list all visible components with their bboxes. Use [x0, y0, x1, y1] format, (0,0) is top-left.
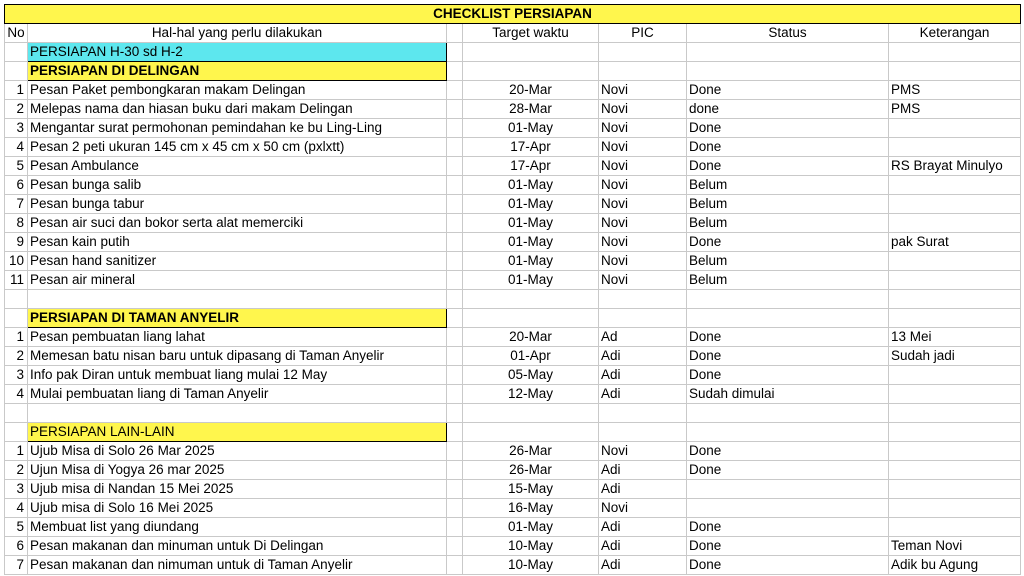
- note-cell[interactable]: [889, 366, 1021, 385]
- table-row: [5, 233, 1021, 252]
- empty-cell[interactable]: [447, 176, 463, 195]
- pic-cell[interactable]: Adi: [599, 480, 687, 499]
- task-cell[interactable]: Ujun Misa di Yogya 26 mar 2025: [28, 461, 447, 480]
- target-cell[interactable]: 05-May: [463, 366, 599, 385]
- table-row: [5, 100, 1021, 119]
- note-cell[interactable]: Adik bu Agung: [889, 556, 1021, 575]
- target-cell[interactable]: 01-May: [463, 195, 599, 214]
- empty-cell[interactable]: [463, 309, 599, 328]
- section-title[interactable]: PERSIAPAN LAIN-LAIN: [28, 423, 447, 442]
- empty-cell[interactable]: [447, 461, 463, 480]
- target-cell[interactable]: 28-Mar: [463, 100, 599, 119]
- empty-cell[interactable]: [687, 62, 889, 81]
- status-cell[interactable]: Sudah dimulai: [687, 385, 889, 404]
- table-row: [5, 480, 1021, 499]
- status-cell[interactable]: [687, 480, 889, 499]
- section-row: [5, 423, 1021, 442]
- empty-cell[interactable]: [599, 62, 687, 81]
- spacer-row: [5, 290, 1021, 309]
- pic-cell[interactable]: Adi: [599, 518, 687, 537]
- table-row: [5, 499, 1021, 518]
- pic-cell[interactable]: Novi: [599, 81, 687, 100]
- empty-cell[interactable]: [5, 62, 28, 81]
- target-cell[interactable]: 01-May: [463, 271, 599, 290]
- main-section-title[interactable]: PERSIAPAN H-30 sd H-2: [28, 43, 447, 62]
- note-cell[interactable]: [889, 195, 1021, 214]
- note-cell[interactable]: PMS: [889, 100, 1021, 119]
- empty-cell[interactable]: [889, 309, 1021, 328]
- table-row: [5, 537, 1021, 556]
- status-cell[interactable]: Done: [687, 518, 889, 537]
- empty-cell[interactable]: [447, 518, 463, 537]
- empty-cell[interactable]: [447, 290, 463, 309]
- section-title[interactable]: PERSIAPAN DI TAMAN ANYELIR: [28, 309, 447, 328]
- empty-cell[interactable]: [463, 290, 599, 309]
- header-task[interactable]: Hal-hal yang perlu dilakukan: [28, 24, 447, 43]
- status-cell[interactable]: Belum: [687, 214, 889, 233]
- row-number[interactable]: 7: [5, 556, 28, 575]
- target-cell[interactable]: 01-May: [463, 233, 599, 252]
- empty-cell[interactable]: [889, 43, 1021, 62]
- status-cell[interactable]: Done: [687, 366, 889, 385]
- status-cell[interactable]: Done: [687, 81, 889, 100]
- task-cell[interactable]: Ujub Misa di Solo 26 Mar 2025: [28, 442, 447, 461]
- pic-cell[interactable]: Novi: [599, 252, 687, 271]
- empty-cell[interactable]: [447, 556, 463, 575]
- table-row: [5, 157, 1021, 176]
- pic-cell[interactable]: Novi: [599, 195, 687, 214]
- empty-cell[interactable]: [687, 423, 889, 442]
- empty-cell[interactable]: [447, 442, 463, 461]
- target-cell[interactable]: 16-May: [463, 499, 599, 518]
- task-cell[interactable]: Ujub misa di Nandan 15 Mei 2025: [28, 480, 447, 499]
- table-row: [5, 176, 1021, 195]
- header-status[interactable]: Status: [687, 24, 889, 43]
- status-cell[interactable]: Done: [687, 233, 889, 252]
- row-number[interactable]: 11: [5, 271, 28, 290]
- main-section-row: [5, 43, 1021, 62]
- pic-cell[interactable]: Novi: [599, 119, 687, 138]
- empty-cell[interactable]: [5, 43, 28, 62]
- task-cell[interactable]: Mengantar surat permohonan pemindahan ke bu Ling-Ling: [28, 119, 447, 138]
- task-cell[interactable]: Pesan bunga tabur: [28, 195, 447, 214]
- row-number[interactable]: 10: [5, 252, 28, 271]
- empty-cell[interactable]: [447, 138, 463, 157]
- row-number[interactable]: 2: [5, 100, 28, 119]
- note-cell[interactable]: [889, 214, 1021, 233]
- target-cell[interactable]: 10-May: [463, 537, 599, 556]
- row-number[interactable]: 4: [5, 499, 28, 518]
- table-row: [5, 556, 1021, 575]
- empty-cell[interactable]: [447, 252, 463, 271]
- empty-cell[interactable]: [28, 404, 447, 423]
- header-row: [5, 24, 1021, 43]
- section-row: [5, 309, 1021, 328]
- empty-cell[interactable]: [889, 62, 1021, 81]
- target-cell[interactable]: 26-Mar: [463, 461, 599, 480]
- note-cell[interactable]: Teman Novi: [889, 537, 1021, 556]
- empty-cell[interactable]: [447, 537, 463, 556]
- pic-cell[interactable]: Ad: [599, 328, 687, 347]
- empty-cell[interactable]: [447, 233, 463, 252]
- note-cell[interactable]: PMS: [889, 81, 1021, 100]
- status-cell[interactable]: Done: [687, 138, 889, 157]
- note-cell[interactable]: [889, 119, 1021, 138]
- status-cell[interactable]: [687, 499, 889, 518]
- pic-cell[interactable]: Novi: [599, 271, 687, 290]
- empty-cell[interactable]: [447, 404, 463, 423]
- task-cell[interactable]: Membuat list yang diundang: [28, 518, 447, 537]
- note-cell[interactable]: RS Brayat Minulyo: [889, 157, 1021, 176]
- empty-cell[interactable]: [447, 499, 463, 518]
- row-number[interactable]: 9: [5, 233, 28, 252]
- pic-cell[interactable]: Adi: [599, 385, 687, 404]
- pic-cell[interactable]: Novi: [599, 442, 687, 461]
- row-number[interactable]: 2: [5, 347, 28, 366]
- target-cell[interactable]: 10-May: [463, 556, 599, 575]
- status-cell[interactable]: Done: [687, 157, 889, 176]
- task-cell[interactable]: Pesan 2 peti ukuran 145 cm x 45 cm x 50 cm (pxlxtt): [28, 138, 447, 157]
- status-cell[interactable]: Done: [687, 537, 889, 556]
- note-cell[interactable]: [889, 271, 1021, 290]
- empty-cell[interactable]: [599, 309, 687, 328]
- empty-cell[interactable]: [687, 43, 889, 62]
- table-row: [5, 366, 1021, 385]
- row-number[interactable]: 2: [5, 461, 28, 480]
- pic-cell[interactable]: Adi: [599, 366, 687, 385]
- task-cell[interactable]: Pesan Ambulance: [28, 157, 447, 176]
- checklist-table: [4, 4, 1021, 575]
- note-cell[interactable]: [889, 461, 1021, 480]
- empty-cell[interactable]: [447, 81, 463, 100]
- empty-cell[interactable]: [447, 423, 463, 442]
- title-row: [5, 5, 1021, 24]
- empty-cell[interactable]: [447, 385, 463, 404]
- empty-cell[interactable]: [447, 271, 463, 290]
- row-number[interactable]: 3: [5, 366, 28, 385]
- table-row: [5, 347, 1021, 366]
- empty-cell[interactable]: [599, 423, 687, 442]
- status-cell[interactable]: Done: [687, 347, 889, 366]
- table-row: [5, 81, 1021, 100]
- status-cell[interactable]: Done: [687, 119, 889, 138]
- spacer-row: [5, 404, 1021, 423]
- table-row: [5, 119, 1021, 138]
- empty-cell[interactable]: [447, 328, 463, 347]
- task-cell[interactable]: Pesan pembuatan liang lahat: [28, 328, 447, 347]
- target-cell[interactable]: 12-May: [463, 385, 599, 404]
- target-cell[interactable]: 20-Mar: [463, 81, 599, 100]
- target-cell[interactable]: 15-May: [463, 480, 599, 499]
- pic-cell[interactable]: Novi: [599, 233, 687, 252]
- table-row: [5, 328, 1021, 347]
- row-number[interactable]: 3: [5, 480, 28, 499]
- empty-cell[interactable]: [889, 404, 1021, 423]
- pic-cell[interactable]: Novi: [599, 100, 687, 119]
- empty-cell[interactable]: [889, 423, 1021, 442]
- row-number[interactable]: 1: [5, 328, 28, 347]
- empty-cell[interactable]: [5, 309, 28, 328]
- table-row: [5, 271, 1021, 290]
- pic-cell[interactable]: Adi: [599, 556, 687, 575]
- task-cell[interactable]: Info pak Diran untuk membuat liang mulai 12 May: [28, 366, 447, 385]
- target-cell[interactable]: 01-May: [463, 119, 599, 138]
- table-row: [5, 195, 1021, 214]
- target-cell[interactable]: 01-May: [463, 518, 599, 537]
- pic-cell[interactable]: Adi: [599, 347, 687, 366]
- row-number[interactable]: 5: [5, 157, 28, 176]
- empty-cell[interactable]: [599, 404, 687, 423]
- task-cell[interactable]: Memesan batu nisan baru untuk dipasang di Taman Anyelir: [28, 347, 447, 366]
- row-number[interactable]: 7: [5, 195, 28, 214]
- note-cell[interactable]: [889, 480, 1021, 499]
- note-cell[interactable]: [889, 176, 1021, 195]
- status-cell[interactable]: Belum: [687, 252, 889, 271]
- note-cell[interactable]: [889, 385, 1021, 404]
- row-number[interactable]: 1: [5, 442, 28, 461]
- table-row: [5, 138, 1021, 157]
- row-number[interactable]: 5: [5, 518, 28, 537]
- task-cell[interactable]: Pesan kain putih: [28, 233, 447, 252]
- note-cell[interactable]: [889, 499, 1021, 518]
- empty-cell[interactable]: [889, 290, 1021, 309]
- empty-cell[interactable]: [687, 309, 889, 328]
- empty-cell[interactable]: [447, 347, 463, 366]
- note-cell[interactable]: 13 Mei: [889, 328, 1021, 347]
- status-cell[interactable]: Belum: [687, 176, 889, 195]
- empty-cell[interactable]: [447, 214, 463, 233]
- pic-cell[interactable]: Novi: [599, 214, 687, 233]
- row-number[interactable]: 3: [5, 119, 28, 138]
- empty-cell[interactable]: [447, 100, 463, 119]
- spreadsheet: [4, 4, 1020, 575]
- pic-cell[interactable]: Novi: [599, 138, 687, 157]
- target-cell[interactable]: 01-May: [463, 214, 599, 233]
- task-cell[interactable]: Pesan hand sanitizer: [28, 252, 447, 271]
- note-cell[interactable]: [889, 252, 1021, 271]
- empty-cell[interactable]: [599, 43, 687, 62]
- table-row: [5, 461, 1021, 480]
- table-row: [5, 442, 1021, 461]
- target-cell[interactable]: 01-May: [463, 252, 599, 271]
- target-cell[interactable]: 17-Apr: [463, 157, 599, 176]
- task-cell[interactable]: Pesan air mineral: [28, 271, 447, 290]
- note-cell[interactable]: pak Surat: [889, 233, 1021, 252]
- target-cell[interactable]: 17-Apr: [463, 138, 599, 157]
- header-pic[interactable]: PIC: [599, 24, 687, 43]
- status-cell[interactable]: Belum: [687, 195, 889, 214]
- header-target[interactable]: Target waktu: [463, 24, 599, 43]
- empty-cell[interactable]: [447, 119, 463, 138]
- section-title[interactable]: PERSIAPAN DI DELINGAN: [28, 62, 447, 81]
- status-cell[interactable]: done: [687, 100, 889, 119]
- task-cell[interactable]: Pesan makanan dan nimuman untuk di Taman Anyelir: [28, 556, 447, 575]
- header-blank[interactable]: [447, 24, 463, 43]
- note-cell[interactable]: Sudah jadi: [889, 347, 1021, 366]
- status-cell[interactable]: Belum: [687, 271, 889, 290]
- row-number[interactable]: 6: [5, 176, 28, 195]
- table-row: [5, 518, 1021, 537]
- pic-cell[interactable]: Novi: [599, 499, 687, 518]
- sheet-title[interactable]: CHECKLIST PERSIAPAN: [5, 5, 1021, 24]
- row-number[interactable]: 6: [5, 537, 28, 556]
- empty-cell[interactable]: [447, 366, 463, 385]
- empty-cell[interactable]: [687, 404, 889, 423]
- target-cell[interactable]: 01-Apr: [463, 347, 599, 366]
- section-row: [5, 62, 1021, 81]
- header-no[interactable]: No: [5, 24, 28, 43]
- empty-cell[interactable]: [447, 43, 463, 62]
- empty-cell[interactable]: [28, 290, 447, 309]
- row-number[interactable]: 8: [5, 214, 28, 233]
- status-cell[interactable]: Done: [687, 328, 889, 347]
- pic-cell[interactable]: Novi: [599, 176, 687, 195]
- empty-cell[interactable]: [599, 290, 687, 309]
- row-number[interactable]: 1: [5, 81, 28, 100]
- task-cell[interactable]: Pesan makanan dan minuman untuk Di Delingan: [28, 537, 447, 556]
- task-cell[interactable]: Pesan Paket pembongkaran makam Delingan: [28, 81, 447, 100]
- empty-cell[interactable]: [447, 195, 463, 214]
- empty-cell[interactable]: [447, 480, 463, 499]
- task-cell[interactable]: Mulai pembuatan liang di Taman Anyelir: [28, 385, 447, 404]
- empty-cell[interactable]: [463, 404, 599, 423]
- table-row: [5, 252, 1021, 271]
- empty-cell[interactable]: [463, 62, 599, 81]
- empty-cell[interactable]: [447, 157, 463, 176]
- pic-cell[interactable]: Adi: [599, 537, 687, 556]
- task-cell[interactable]: Ujub misa di Solo 16 Mei 2025: [28, 499, 447, 518]
- empty-cell[interactable]: [687, 290, 889, 309]
- empty-cell[interactable]: [447, 62, 463, 81]
- target-cell[interactable]: 01-May: [463, 176, 599, 195]
- empty-cell[interactable]: [5, 423, 28, 442]
- status-cell[interactable]: Done: [687, 461, 889, 480]
- note-cell[interactable]: [889, 442, 1021, 461]
- empty-cell[interactable]: [463, 43, 599, 62]
- pic-cell[interactable]: Novi: [599, 157, 687, 176]
- status-cell[interactable]: Done: [687, 442, 889, 461]
- task-cell[interactable]: Pesan bunga salib: [28, 176, 447, 195]
- status-cell[interactable]: Done: [687, 556, 889, 575]
- pic-cell[interactable]: Adi: [599, 461, 687, 480]
- empty-cell[interactable]: [5, 290, 28, 309]
- target-cell[interactable]: 20-Mar: [463, 328, 599, 347]
- row-number[interactable]: 4: [5, 385, 28, 404]
- row-number[interactable]: 4: [5, 138, 28, 157]
- note-cell[interactable]: [889, 138, 1021, 157]
- empty-cell[interactable]: [463, 423, 599, 442]
- note-cell[interactable]: [889, 518, 1021, 537]
- task-cell[interactable]: Melepas nama dan hiasan buku dari makam Delingan: [28, 100, 447, 119]
- table-row: [5, 214, 1021, 233]
- empty-cell[interactable]: [447, 309, 463, 328]
- target-cell[interactable]: 26-Mar: [463, 442, 599, 461]
- empty-cell[interactable]: [5, 404, 28, 423]
- header-note[interactable]: Keterangan: [889, 24, 1021, 43]
- table-row: [5, 385, 1021, 404]
- task-cell[interactable]: Pesan air suci dan bokor serta alat memerciki: [28, 214, 447, 233]
